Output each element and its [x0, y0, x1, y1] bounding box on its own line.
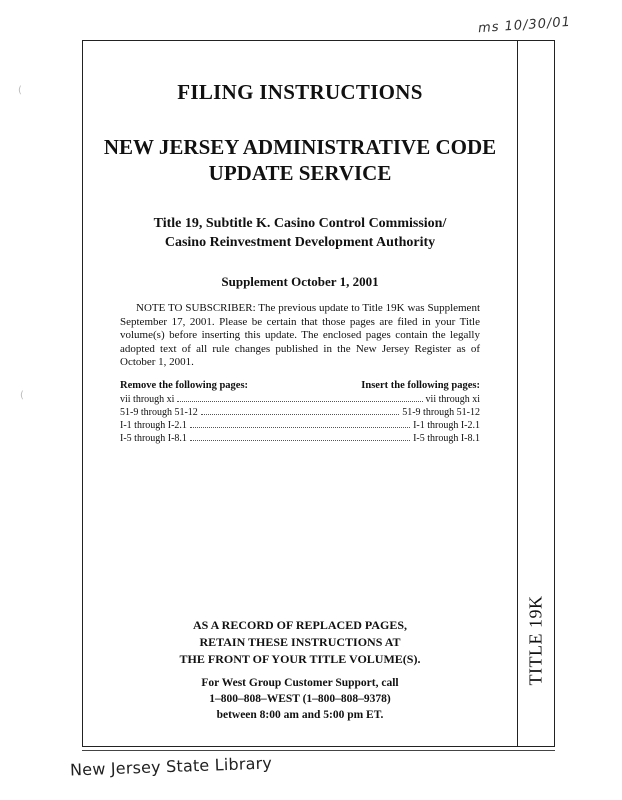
- page-title: FILING INSTRUCTIONS: [177, 80, 423, 104]
- code-title: [100, 134, 500, 186]
- remove-pages: I-1 through I-2.1: [120, 419, 187, 431]
- table-row: [120, 406, 480, 419]
- code-title-line-2: UPDATE SERVICE: [208, 161, 392, 185]
- dot-leader: [177, 401, 422, 402]
- support-line-3: between 8:00 am and 5:00 pm ET.: [216, 709, 384, 721]
- dot-leader: [190, 440, 410, 441]
- table-row: [120, 419, 480, 432]
- subject-line-2: Casino Reinvestment Development Authority: [164, 235, 436, 250]
- insert-pages: 51-9 through 51-12: [402, 406, 480, 418]
- record-line-1: AS A RECORD OF REPLACED PAGES,: [192, 618, 408, 632]
- scan-artifact: (: [20, 390, 24, 401]
- dot-leader: [190, 427, 410, 428]
- pages-table: [120, 380, 480, 445]
- supplement-date: Supplement October 1, 2001: [221, 274, 379, 289]
- remove-header: Remove the following pages:: [120, 379, 249, 391]
- table-row: [120, 393, 480, 406]
- customer-support-info: [100, 675, 500, 723]
- handwritten-note: ms 10/30/01: [477, 14, 572, 37]
- main-content: [100, 70, 500, 445]
- record-instructions: [100, 617, 500, 668]
- insert-pages: I-5 through I-8.1: [413, 432, 480, 444]
- side-title-tab: [518, 560, 554, 720]
- scan-artifact: (: [18, 85, 22, 96]
- support-line-1: For West Group Customer Support, call: [201, 677, 399, 689]
- code-title-line-1: NEW JERSEY ADMINISTRATIVE CODE: [103, 135, 497, 159]
- side-title-label: TITLE 19K: [525, 595, 546, 685]
- insert-pages: I-1 through I-2.1: [413, 419, 480, 431]
- subscriber-notice: NOTE TO SUBSCRIBER: The previous update to Title 19K was Supplement September 17, 2001. Please be certain that those pages are filed in your Title volume(s) before inserting this update. The enclosed pages contain the legally adopted text of all rule changes published in the New Jersey Register as of October 1, 2001.: [120, 302, 480, 368]
- dot-leader: [201, 414, 399, 415]
- support-line-2: 1–800–808–WEST (1–800–808–9378): [209, 693, 391, 705]
- table-row: [120, 432, 480, 445]
- frame-bottom-rule: [82, 750, 555, 751]
- remove-pages: vii through xi: [120, 393, 175, 405]
- record-line-3: THE FRONT OF YOUR TITLE VOLUME(S).: [179, 652, 421, 666]
- subject-line-1: Title 19, Subtitle K. Casino Control Commission/: [153, 216, 447, 231]
- library-stamp: New Jersey State Library: [69, 753, 273, 780]
- insert-header: Insert the following pages:: [361, 379, 480, 391]
- remove-pages: I-5 through I-8.1: [120, 432, 187, 444]
- subject-heading: [100, 214, 500, 252]
- insert-pages: vii through xi: [425, 393, 480, 405]
- pages-table-header: [120, 380, 480, 391]
- record-line-2: RETAIN THESE INSTRUCTIONS AT: [199, 635, 401, 649]
- remove-pages: 51-9 through 51-12: [120, 406, 198, 418]
